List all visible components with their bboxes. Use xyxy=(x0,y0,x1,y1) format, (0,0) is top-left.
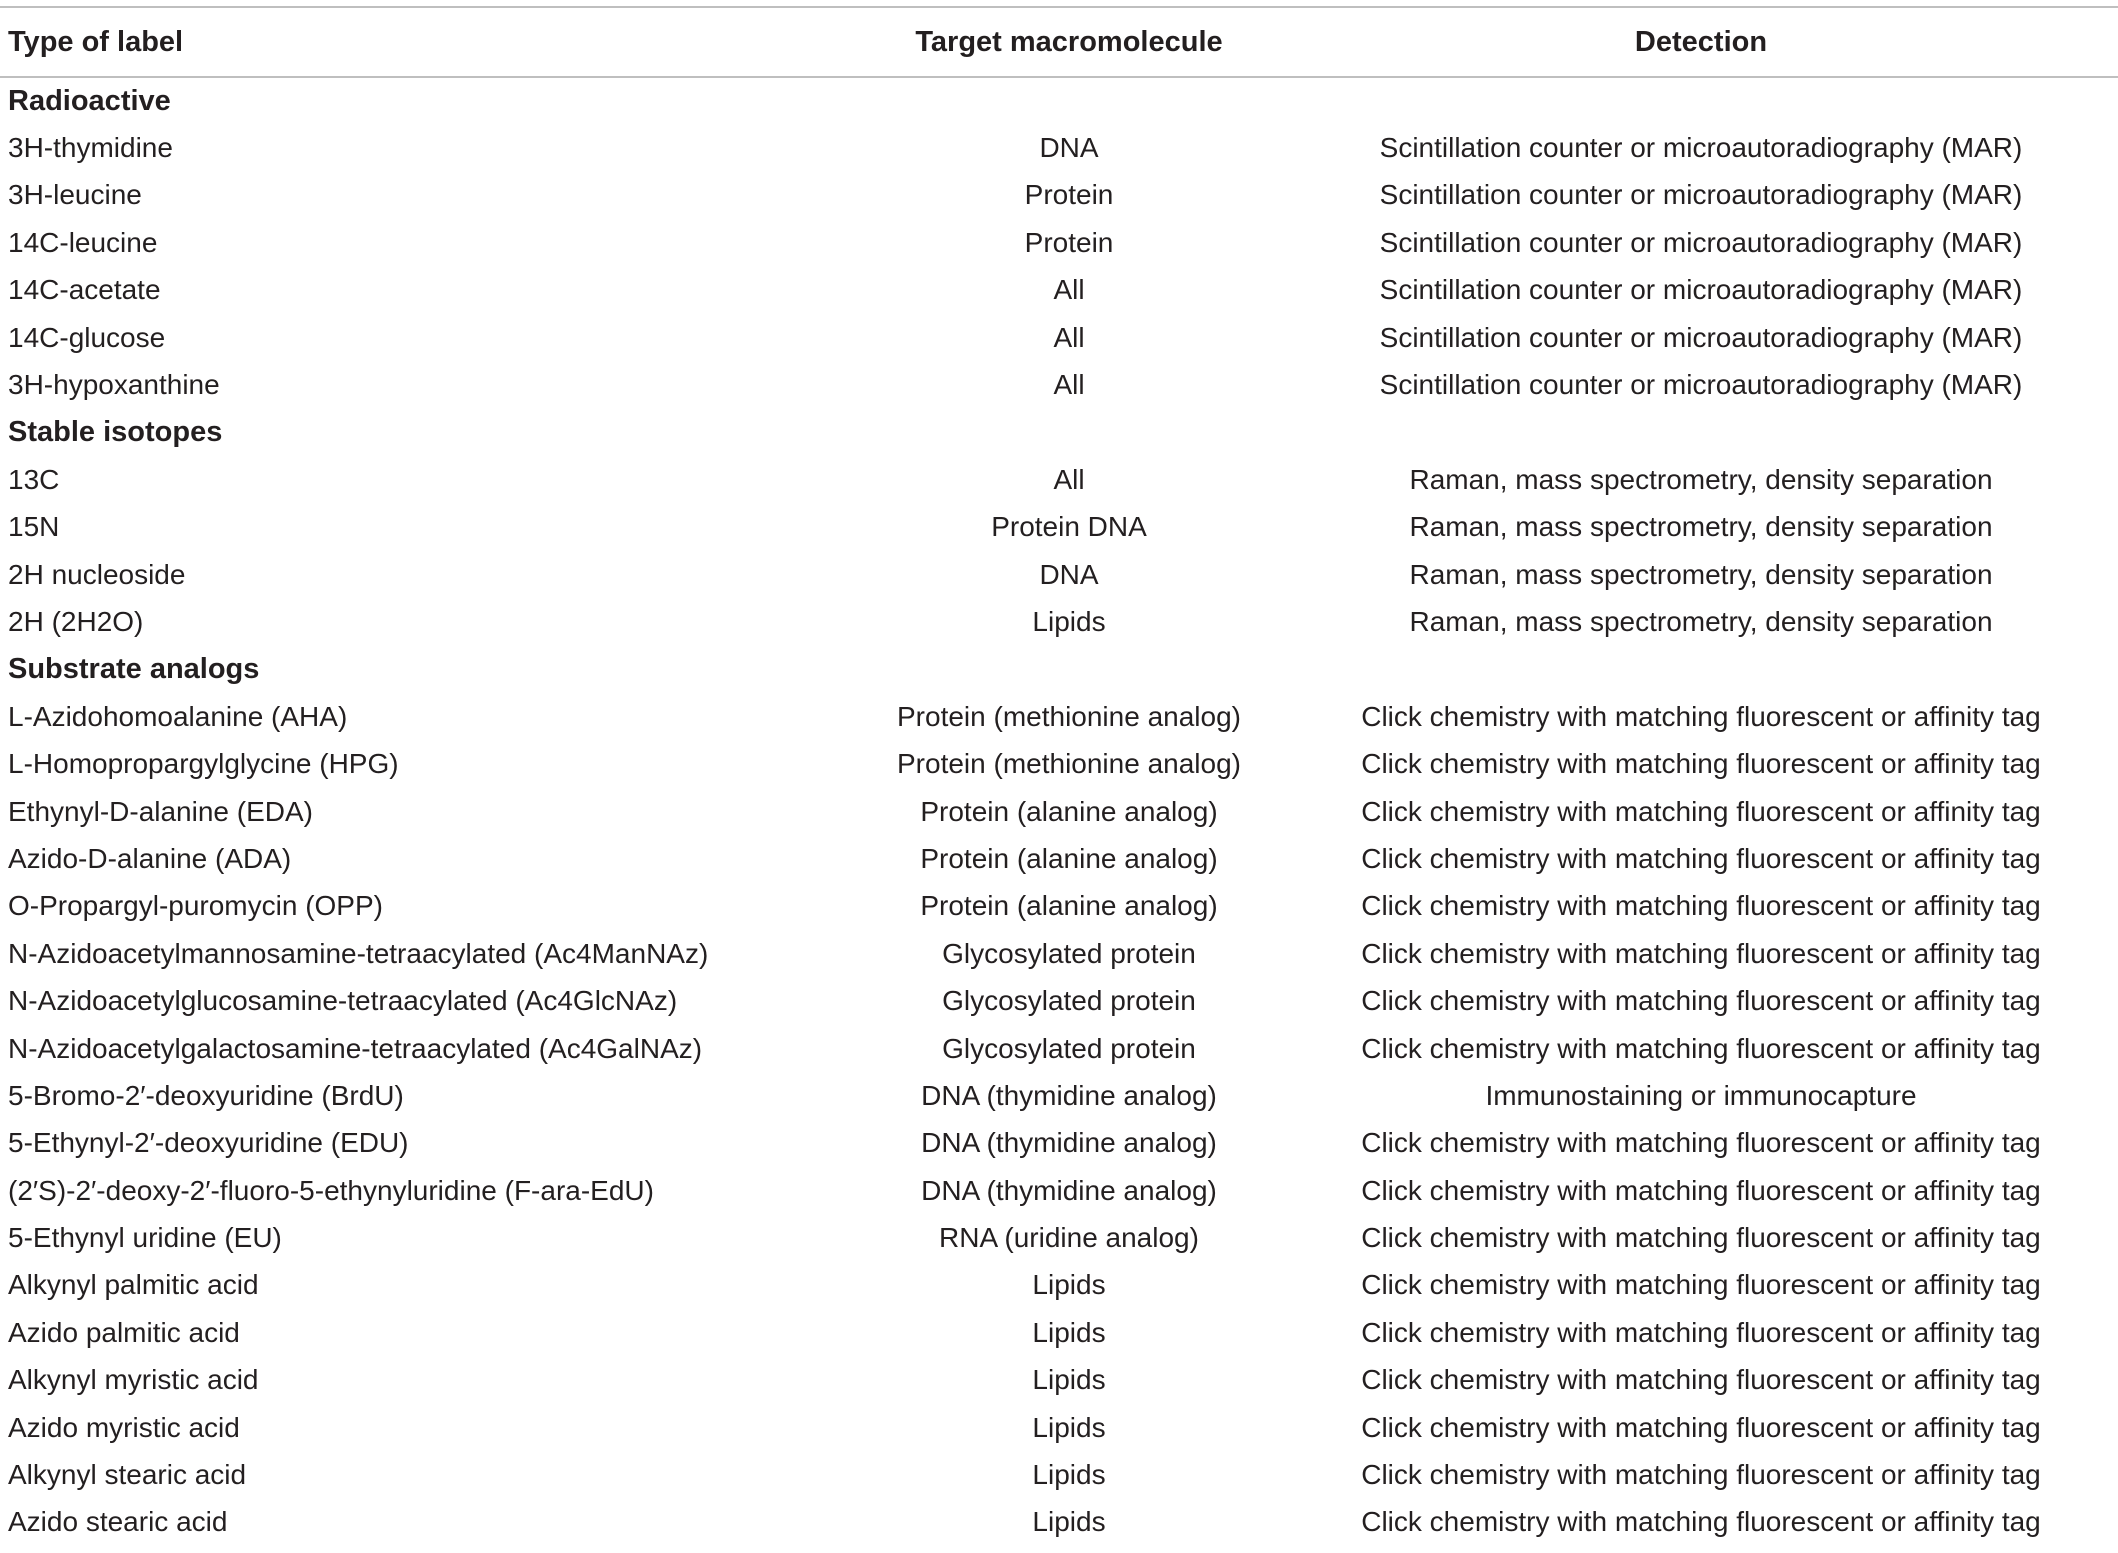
label-cell: 5-Ethynyl uridine (EU) xyxy=(8,1222,282,1254)
target-cell: Lipids xyxy=(1032,1459,1106,1491)
target-cell: Lipids xyxy=(1032,605,1106,637)
table-row xyxy=(0,1357,2118,1404)
detection-cell: Click chemistry with matching fluorescent or affinity tag xyxy=(1361,1174,2041,1206)
detection-cell: Click chemistry with matching fluorescent or affinity tag xyxy=(1361,748,2041,780)
target-cell: Protein xyxy=(1024,226,1114,258)
label-cell: Azido stearic acid xyxy=(8,1506,228,1538)
target-cell: Glycosylated protein xyxy=(942,1032,1196,1064)
target-cell: Protein DNA xyxy=(991,511,1147,543)
target-cell: DNA (thymidine analog) xyxy=(921,1174,1217,1206)
target-cell: All xyxy=(1053,369,1085,401)
table-row xyxy=(0,361,2118,408)
detection-cell: Immunostaining or immunocapture xyxy=(1485,1079,1917,1111)
table-row xyxy=(0,835,2118,882)
detection-cell: Click chemistry with matching fluorescent or affinity tag xyxy=(1361,1364,2041,1396)
label-cell: 2H nucleoside xyxy=(8,558,186,590)
label-cell: Alkynyl myristic acid xyxy=(8,1364,259,1396)
detection-cell: Click chemistry with matching fluorescent or affinity tag xyxy=(1361,1269,2041,1301)
table-row xyxy=(0,1214,2118,1261)
target-cell: DNA (thymidine analog) xyxy=(921,1079,1217,1111)
detection-cell: Raman, mass spectrometry, density separation xyxy=(1409,511,1993,543)
table-row xyxy=(0,1072,2118,1119)
label-cell: L-Azidohomoalanine (AHA) xyxy=(8,700,348,732)
detection-cell: Click chemistry with matching fluorescent or affinity tag xyxy=(1361,937,2041,969)
detection-cell: Scintillation counter or microautoradiography (MAR) xyxy=(1379,132,2023,164)
detection-cell: Scintillation counter or microautoradiography (MAR) xyxy=(1379,179,2023,211)
detection-cell: Click chemistry with matching fluorescent or affinity tag xyxy=(1361,1411,2041,1443)
label-cell: 14C-acetate xyxy=(8,274,161,306)
detection-cell: Click chemistry with matching fluorescent or affinity tag xyxy=(1361,1316,2041,1348)
target-cell: Lipids xyxy=(1032,1364,1106,1396)
detection-cell: Click chemistry with matching fluorescent or affinity tag xyxy=(1361,842,2041,874)
label-cell: 14C-glucose xyxy=(8,321,166,353)
detection-cell: Raman, mass spectrometry, density separation xyxy=(1409,605,1993,637)
detection-cell: Click chemistry with matching fluorescent or affinity tag xyxy=(1361,1506,2041,1538)
target-cell: All xyxy=(1053,274,1085,306)
label-cell: 3H-leucine xyxy=(8,179,142,211)
table-row xyxy=(0,1025,2118,1072)
table-row xyxy=(0,977,2118,1024)
detection-cell: Click chemistry with matching fluorescent or affinity tag xyxy=(1361,1459,2041,1491)
detection-cell: Scintillation counter or microautoradiography (MAR) xyxy=(1379,369,2023,401)
table-row xyxy=(0,219,2118,266)
table-row xyxy=(0,788,2118,835)
label-cell: 3H-thymidine xyxy=(8,132,173,164)
table-row xyxy=(0,1120,2118,1167)
section-heading: Radioactive xyxy=(8,84,171,117)
label-cell: 13C xyxy=(8,463,60,495)
column-header-target-macromolecule: Target macromolecule xyxy=(854,7,1284,77)
label-cell: 5-Ethynyl-2′-deoxyuridine (EDU) xyxy=(8,1127,409,1159)
table-row xyxy=(0,930,2118,977)
table-row xyxy=(0,1404,2118,1451)
detection-cell: Click chemistry with matching fluorescent or affinity tag xyxy=(1361,1222,2041,1254)
label-cell: Azido myristic acid xyxy=(8,1411,240,1443)
detection-cell: Raman, mass spectrometry, density separation xyxy=(1409,558,1993,590)
target-cell: Protein (alanine analog) xyxy=(920,842,1218,874)
label-table xyxy=(0,6,2118,1546)
table-body xyxy=(0,77,2118,1546)
section-row xyxy=(0,77,2118,124)
table-row xyxy=(0,598,2118,645)
target-cell: RNA (uridine analog) xyxy=(939,1222,1199,1254)
section-heading: Stable isotopes xyxy=(8,415,223,448)
table-row xyxy=(0,1499,2118,1546)
section-heading: Substrate analogs xyxy=(8,652,260,685)
detection-cell: Click chemistry with matching fluorescent or affinity tag xyxy=(1361,1032,2041,1064)
table-row xyxy=(0,314,2118,361)
target-cell: Lipids xyxy=(1032,1269,1106,1301)
header-row xyxy=(0,7,2118,77)
label-cell: L-Homopropargylglycine (HPG) xyxy=(8,748,399,780)
label-cell: 3H-hypoxanthine xyxy=(8,369,220,401)
target-cell: DNA xyxy=(1039,558,1099,590)
label-cell: 15N xyxy=(8,511,60,543)
table-row xyxy=(0,693,2118,740)
detection-cell: Click chemistry with matching fluorescent or affinity tag xyxy=(1361,890,2041,922)
detection-cell: Click chemistry with matching fluorescent or affinity tag xyxy=(1361,700,2041,732)
table-header xyxy=(0,7,2118,77)
table-row xyxy=(0,1167,2118,1214)
label-cell: N-Azidoacetylglucosamine-tetraacylated (Ac4GlcNAz) xyxy=(8,985,678,1017)
table-row xyxy=(0,172,2118,219)
target-cell: Glycosylated protein xyxy=(942,937,1196,969)
target-cell: DNA xyxy=(1039,132,1099,164)
target-cell: Protein xyxy=(1024,179,1114,211)
detection-cell: Click chemistry with matching fluorescent or affinity tag xyxy=(1361,1127,2041,1159)
column-header-detection: Detection xyxy=(1284,7,2118,77)
detection-cell: Scintillation counter or microautoradiography (MAR) xyxy=(1379,226,2023,258)
detection-cell: Scintillation counter or microautoradiography (MAR) xyxy=(1379,274,2023,306)
table-row xyxy=(0,883,2118,930)
detection-cell: Scintillation counter or microautoradiography (MAR) xyxy=(1379,321,2023,353)
table-row xyxy=(0,1309,2118,1356)
table-row xyxy=(0,124,2118,171)
target-cell: Protein (methionine analog) xyxy=(897,748,1241,780)
label-cell: N-Azidoacetylgalactosamine-tetraacylated (Ac4GalNAz) xyxy=(8,1032,703,1064)
label-cell: Azido-D-alanine (ADA) xyxy=(8,842,292,874)
section-row xyxy=(0,646,2118,693)
label-cell: O-Propargyl-puromycin (OPP) xyxy=(8,890,383,922)
label-cell: Alkynyl palmitic acid xyxy=(8,1269,259,1301)
label-cell: 2H (2H2O) xyxy=(8,605,144,637)
target-cell: Lipids xyxy=(1032,1506,1106,1538)
section-row xyxy=(0,409,2118,456)
detection-cell: Raman, mass spectrometry, density separation xyxy=(1409,463,1993,495)
table-row xyxy=(0,1451,2118,1498)
label-cell: N-Azidoacetylmannosamine-tetraacylated (Ac4ManNAz) xyxy=(8,937,709,969)
label-cell: Ethynyl-D-alanine (EDA) xyxy=(8,795,313,827)
target-cell: Protein (alanine analog) xyxy=(920,890,1218,922)
table-row xyxy=(0,551,2118,598)
table-row xyxy=(0,456,2118,503)
target-cell: Lipids xyxy=(1032,1316,1106,1348)
label-cell: 14C-leucine xyxy=(8,226,158,258)
table-row xyxy=(0,504,2118,551)
table-row xyxy=(0,1262,2118,1309)
label-cell: 5-Bromo-2′-deoxyuridine (BrdU) xyxy=(8,1079,404,1111)
detection-cell: Click chemistry with matching fluorescent or affinity tag xyxy=(1361,985,2041,1017)
label-cell: Alkynyl stearic acid xyxy=(8,1459,247,1491)
target-cell: All xyxy=(1053,463,1085,495)
target-cell: Lipids xyxy=(1032,1411,1106,1443)
label-cell: Azido palmitic acid xyxy=(8,1316,240,1348)
target-cell: Protein (methionine analog) xyxy=(897,700,1241,732)
target-cell: Glycosylated protein xyxy=(942,985,1196,1017)
table-row xyxy=(0,740,2118,787)
column-header-type-of-label: Type of label xyxy=(0,7,854,77)
target-cell: Protein (alanine analog) xyxy=(920,795,1218,827)
detection-cell: Click chemistry with matching fluorescent or affinity tag xyxy=(1361,795,2041,827)
target-cell: DNA (thymidine analog) xyxy=(921,1127,1217,1159)
target-cell: All xyxy=(1053,321,1085,353)
table-row xyxy=(0,267,2118,314)
label-cell: (2′S)-2′-deoxy-2′-fluoro-5-ethynyluridine (F-ara-EdU) xyxy=(8,1174,654,1206)
